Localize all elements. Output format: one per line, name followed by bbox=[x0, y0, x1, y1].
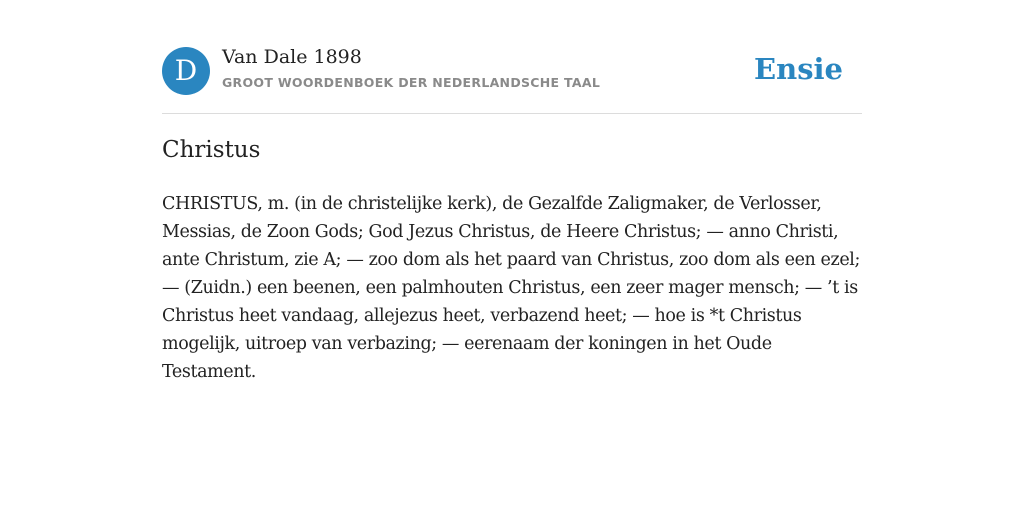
entry-definition: CHRISTUS, m. (in de christelijke kerk), de Gezalfde Zaligmaker, de Verlosser, Messias, de Zoon Gods; God Jezus Christus, de Heere Christus; — anno Christi, ante Christum, zie A; — zoo dom als het paard van Christus, zoo dom als een ezel; — (Zuidn.) een beenen, een palmhouten Christus, een zeer mager mensch; — ’t is Christus heet vandaag, allejezus heet, verbazend heet; — hoe is *t Christus mogelijk, uitroep van verbazing; — eerenaam der koningen in het Oude Testament. bbox=[162, 194, 860, 382]
page-container bbox=[162, 0, 862, 382]
source-title[interactable]: Van Dale 1898 bbox=[222, 46, 362, 68]
entry-title: Christus bbox=[162, 137, 261, 163]
brand-logo[interactable]: Ensie bbox=[754, 52, 843, 86]
source-subtitle: GROOT WOORDENBOEK DER NEDERLANDSCHE TAAL bbox=[222, 75, 601, 90]
header bbox=[162, 0, 862, 114]
source-logo: D bbox=[162, 47, 210, 95]
